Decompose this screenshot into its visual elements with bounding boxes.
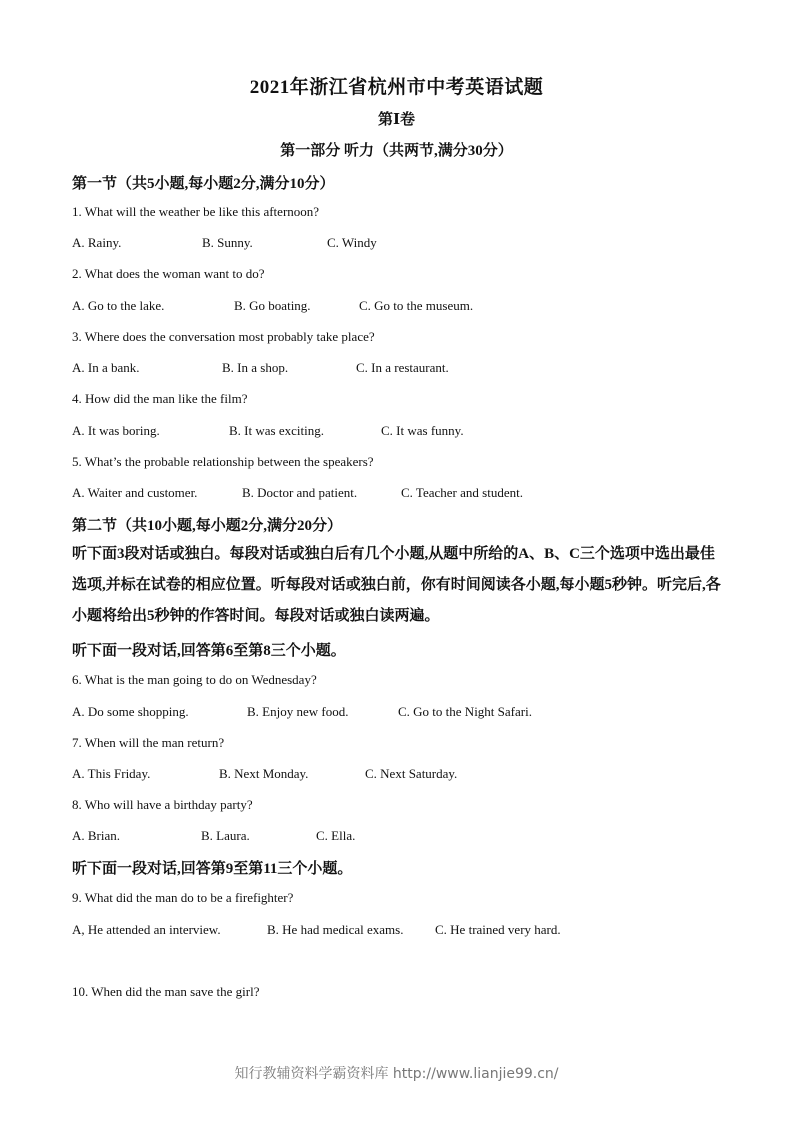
question-9: 9. What did the man do to be a firefighter? xyxy=(72,890,294,905)
section2-heading: 第二节（共10小题,每小题2分,满分20分） xyxy=(72,518,343,534)
option-a: A. Brian. xyxy=(72,828,121,843)
question-7: 7. When will the man return? xyxy=(72,735,225,750)
option-a: A. It was boring. xyxy=(72,423,160,438)
option-b: B. He had medical exams. xyxy=(267,922,404,937)
option-c: C. Next Saturday. xyxy=(365,766,458,781)
option-b: B. Next Monday. xyxy=(219,766,309,781)
option-c: C. Windy xyxy=(327,235,377,250)
page-title: 2021年浙江省杭州市中考英语试题 xyxy=(249,77,544,98)
option-c: C. Ella. xyxy=(316,828,356,843)
group1-heading: 听下面一段对话,回答第6至第8三个小题。 xyxy=(72,643,346,659)
option-c: C. Teacher and student. xyxy=(401,485,523,500)
section2-instructions: 听下面3段对话或独白。每段对话或独白后有几个小题,从题中所给的A、B、C三个选项中选出最佳选项,并标在试卷的相应位置。听每段对话或独白前，你有时间阅读各小题,每小题5秒钟。听完后,各小题将给出5秒钟的作答时间。每段对话或独白读两遍。 xyxy=(72,546,721,624)
option-c: C. He trained very hard. xyxy=(435,922,561,937)
option-b: B. Go boating. xyxy=(234,298,311,313)
option-a: A. In a bank. xyxy=(72,360,140,375)
option-a: A. Waiter and customer. xyxy=(72,485,198,500)
question-6: 6. What is the man going to do on Wednesday? xyxy=(72,672,317,687)
question-10: 10. When did the man save the girl? xyxy=(72,984,260,999)
option-c: C. Go to the Night Safari. xyxy=(398,704,532,719)
option-a: A. Do some shopping. xyxy=(72,704,189,719)
option-a: A, He attended an interview. xyxy=(72,922,221,937)
option-b: B. Sunny. xyxy=(202,235,253,250)
option-a: A. Go to the lake. xyxy=(72,298,165,313)
option-c: C. It was funny. xyxy=(381,423,464,438)
question-4: 4. How did the man like the film? xyxy=(72,391,248,406)
option-a: A. This Friday. xyxy=(72,766,151,781)
option-c: C. In a restaurant. xyxy=(356,360,449,375)
option-b: B. Laura. xyxy=(201,828,250,843)
question-5: 5. What’s the probable relationship between the speakers? xyxy=(72,454,374,469)
question-2: 2. What does the woman want to do? xyxy=(72,266,265,281)
option-b: B. It was exciting. xyxy=(229,423,324,438)
option-b: B. Doctor and patient. xyxy=(242,485,358,500)
question-3: 3. Where does the conversation most probably take place? xyxy=(72,329,375,344)
question-8: 8. Who will have a birthday party? xyxy=(72,797,253,812)
option-c: C. Go to the museum. xyxy=(359,298,474,313)
option-b: B. In a shop. xyxy=(222,360,289,375)
question-1: 1. What will the weather be like this afternoon? xyxy=(72,204,320,219)
section1-heading: 第一节（共5小题,每小题2分,满分10分） xyxy=(72,176,335,192)
footer-watermark: 知行教辅资料学霸资料库 http://www.lianjie99.cn/ xyxy=(234,1066,559,1082)
option-a: A. Rainy. xyxy=(72,235,122,250)
part-heading: 第一部分 听力（共两节,满分30分） xyxy=(280,143,513,159)
group2-heading: 听下面一段对话,回答第9至第11三个小题。 xyxy=(72,861,353,877)
option-b: B. Enjoy new food. xyxy=(247,704,349,719)
volume-label: 第Ⅰ卷 xyxy=(377,112,416,128)
